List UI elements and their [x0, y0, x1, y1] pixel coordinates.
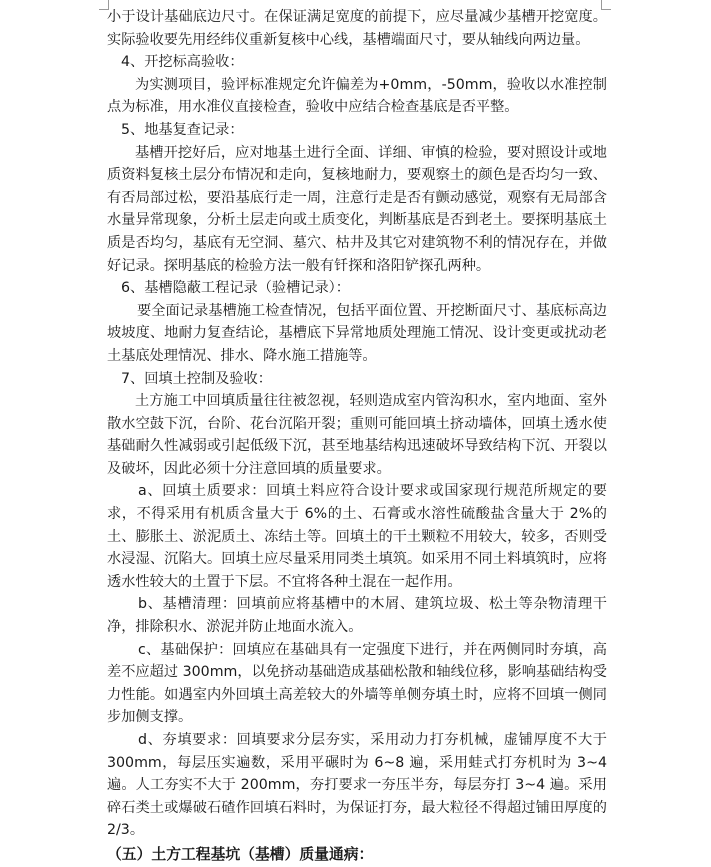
- heading-backfill-control: 7、回填土控制及验收：: [121, 370, 272, 387]
- heading-elevation-acceptance: 4、开挖标高验收：: [121, 54, 244, 71]
- document-body: [107, 6, 607, 867]
- paragraph-concealed-works-record: 要全面记录基槽施工检查情况，包括平面位置、开挖断面尺寸、基底标高边坡坡度、地耐力复查结论，基槽底下异常地质处理施工情况、设计变更或扰动老土基底处理情况、排水、降水施工措施等。: [107, 302, 607, 364]
- paragraph-foundation-protection: c、基础保护：回填应在基础具有一定强度下进行，并在两侧同时夯填，高差不应超过 300mm，以免挤动基础造成基础松散和轴线位移，影响基础结构受力性能。如遇室内外回填土高差较大的外墙等单侧夯填土时，应将不回填一侧同步加侧支撑。: [107, 641, 607, 726]
- heading-concealed-works-record: 6、基槽隐蔽工程记录（验槽记录）：: [121, 280, 350, 297]
- paragraph-compaction-requirements: d、夯填要求：回填要求分层夯实，采用动力打夯机械，虚铺厚度不大于 300mm，每层压实遍数，采用平碾时为 6~8 遍，采用蛙式打夯机时为 3~4 遍。人工夯实不大于 200mm，夯打要求一夯压半夯，每层夯打 3~4 遍。采用碎石类土或爆破石碴作回填石料时，为保证打夯，最大粒径不得超过铺田厚度的 2/3。: [107, 732, 607, 839]
- paragraph-backfill-overview: 土方施工中回填质量往往被忽视，轻则造成室内管沟积水，室内地面、室外散水空鼓下沉，台阶、花台沉陷开裂；重则可能回填土挤动墙体，回填土透水使基础耐久性减弱或引起低级下沉，甚至地基结构迅速破坏导致结构下沉、开裂以及破坏，因此必须十分注意回填的质量要求。: [107, 393, 607, 477]
- paragraph-backfill-soil-quality: a、回填土质要求：回填土料应符合设计要求或国家现行规范所规定的要求，不得采用有机质含量大于 6%的土、石膏或水溶性硫酸盐含量大于 2%的土、膨胀土、淤泥质土、冻结土等。回填土的干土颗粒不用较大，较多，否则受水浸湿、沉陷大。回填土应尽量采用同类土填筑。如采用不同土料填筑时，应将透水性较大的土置于下层。不宜将各种土混在一起作用。: [107, 483, 607, 590]
- section-heading-quality-issues: （五）土方工程基坑（基槽）质量通病：: [107, 845, 374, 863]
- paragraph-foundation-recheck: 基槽开挖好后，应对地基土进行全面、详细、审慎的检验，要对照设计或地质资料复核土层分布情况和走向，复核地耐力，要观察土的颜色是否均匀一致、有否局部过松，要沿基底行走一周，注意行走是否有颤动感觉，观察有无局部含水量异常现象，分析土层走向或土质变化，判断基底是否到老土。要探明基底土质是否均匀，基底有无空洞、墓穴、枯井及其它对建筑物不利的情况存在，并做好记录。探明基底的检验方法一般有钎探和洛阳铲探孔两种。: [107, 144, 607, 274]
- heading-foundation-recheck: 5、地基复查记录：: [121, 121, 244, 138]
- paragraph-elevation-acceptance: 为实测项目，验评标准规定允许偏差为+0mm，-50mm，验收以水准控制点为标准，用水准仪直接检查，验收中应结合检查基底是否平整。: [107, 76, 607, 116]
- paragraph-width-requirement: 小于设计基础底边尺寸。在保证满足宽度的前提下，应尽量减少基槽开挖宽度。实际验收要先用经纬仪重新复核中心线，基槽端面尺寸，要从轴线向两边量。: [107, 9, 607, 48]
- paragraph-trench-cleaning: b、基槽清理：回填前应将基槽中的木屑、建筑垃圾、松土等杂物清理干净，排除积水、淤泥并防止地面水流入。: [107, 596, 607, 636]
